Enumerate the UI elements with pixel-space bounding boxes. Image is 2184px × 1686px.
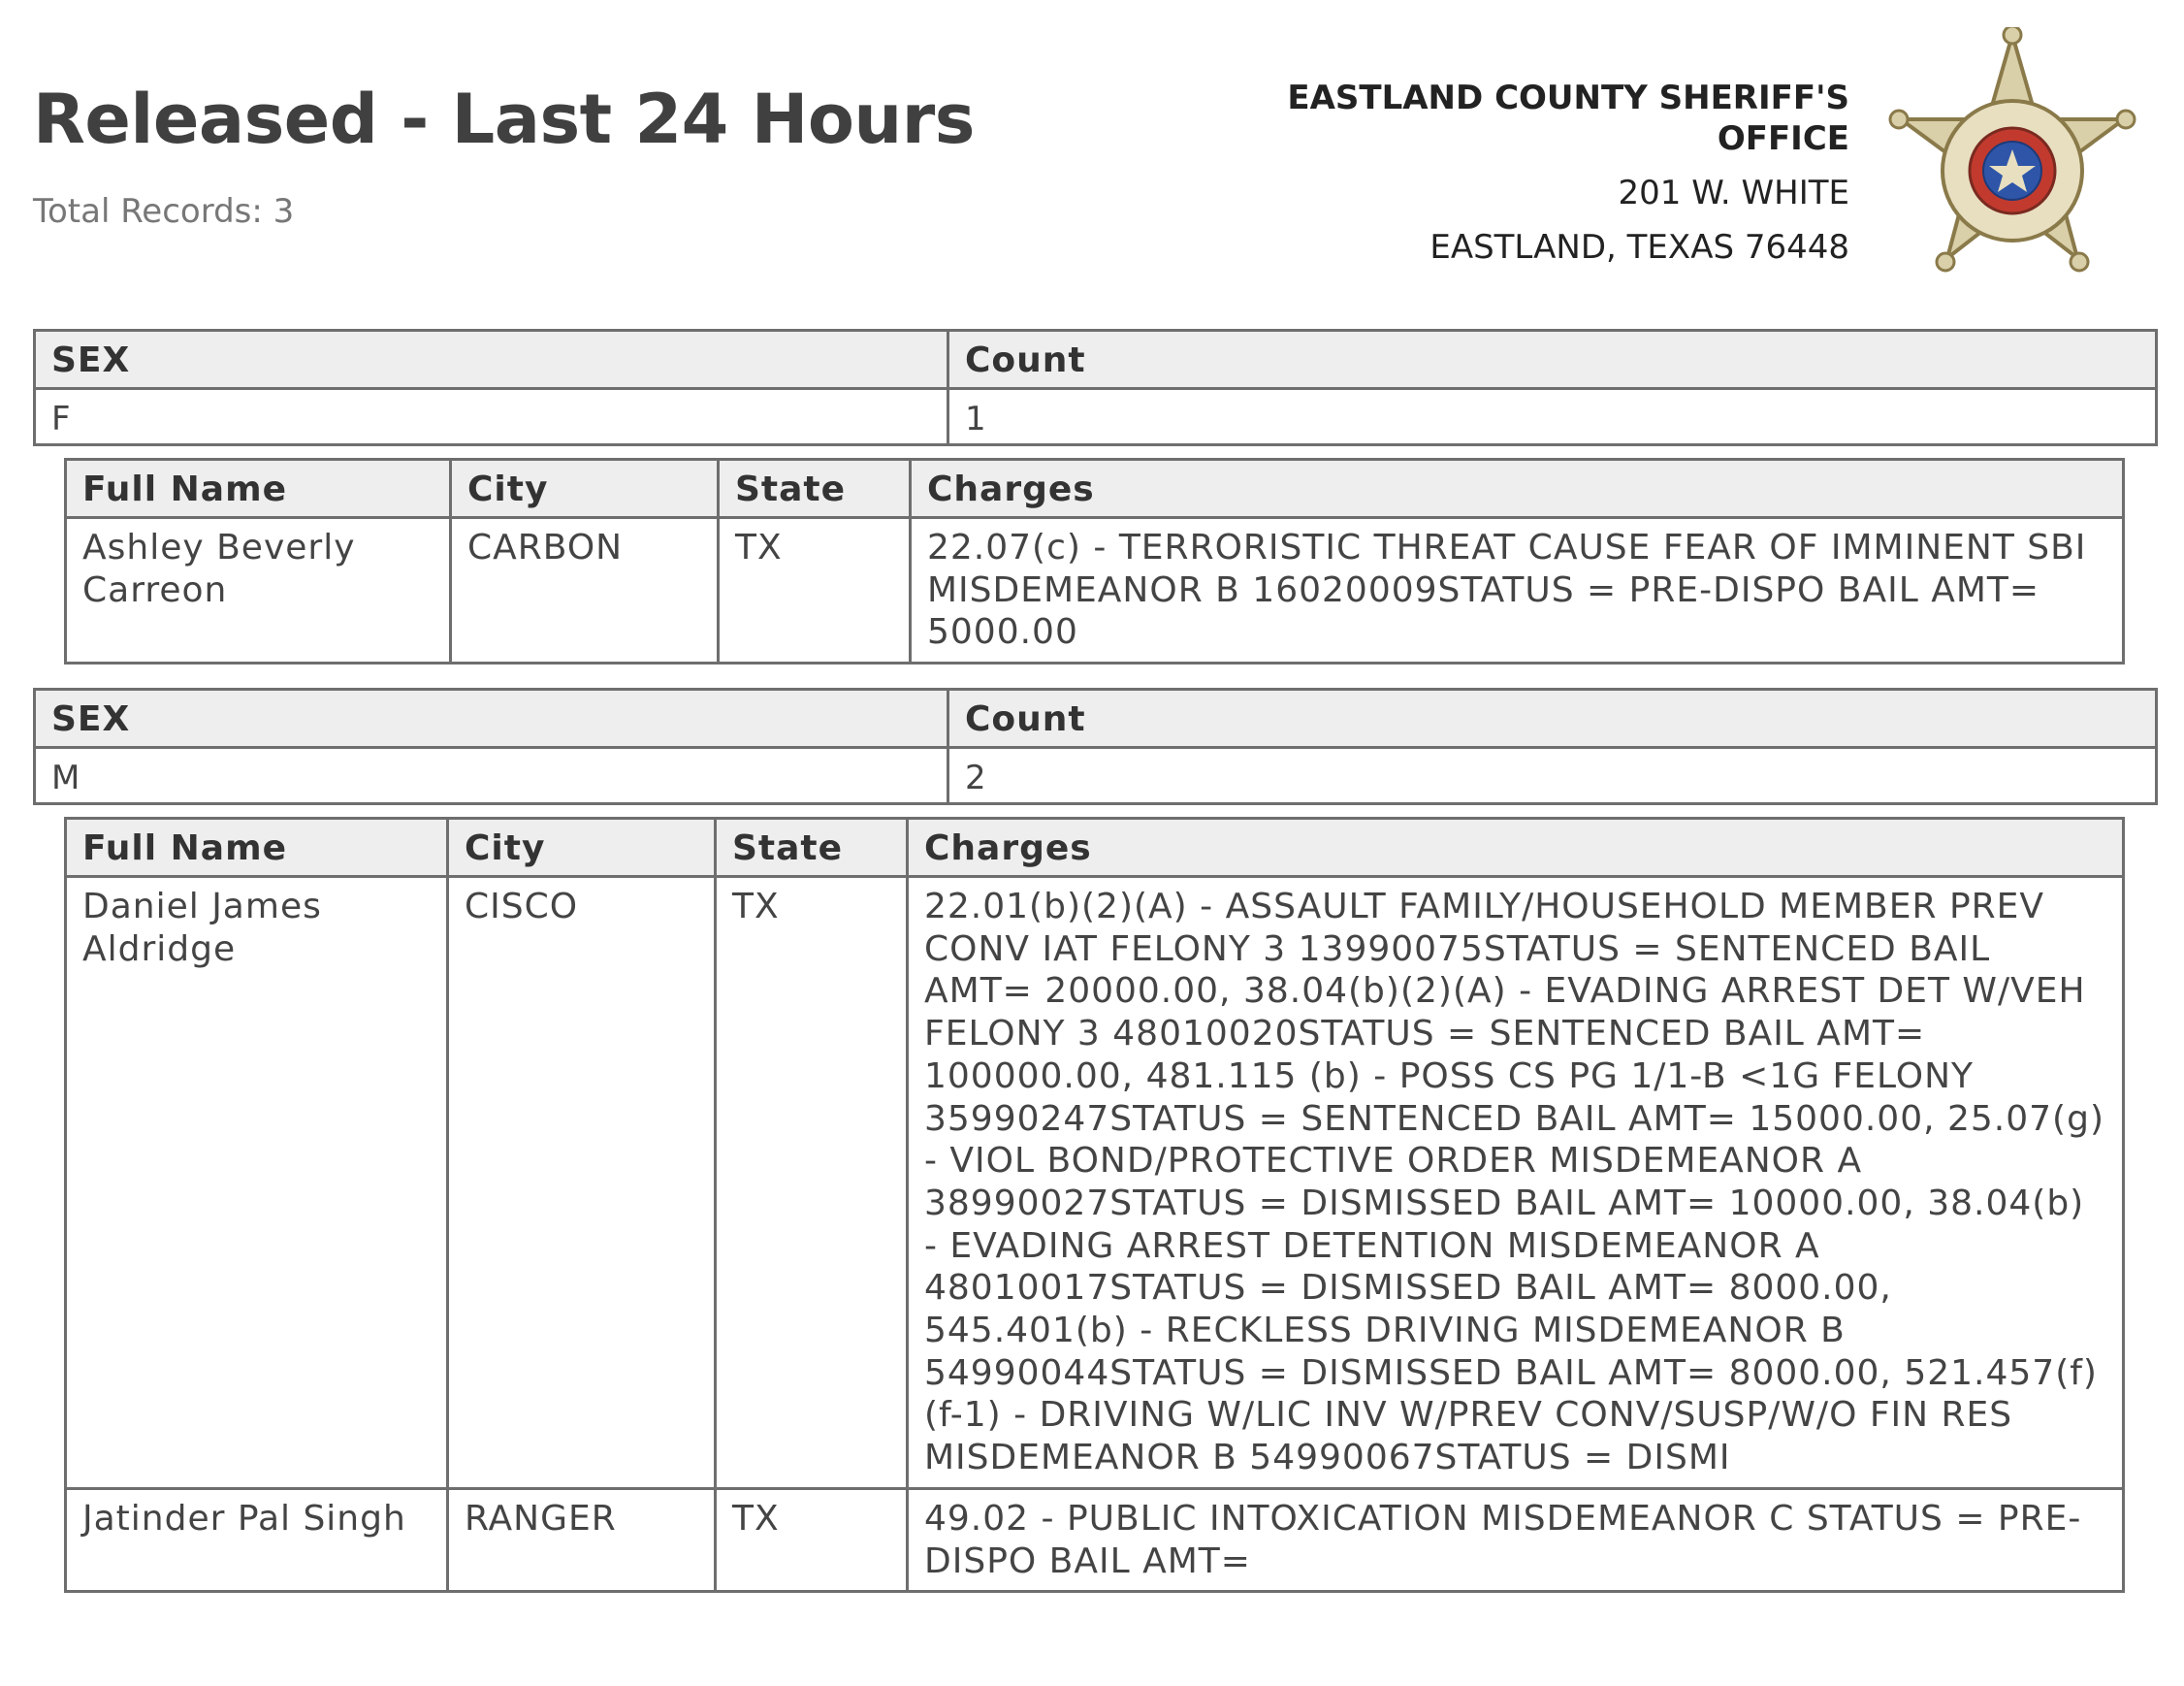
city-cell: CISCO [448,877,716,1489]
sex-column-header: SEX [35,331,948,389]
full-name-cell: Jatinder Pal Singh [66,1488,448,1591]
sex-group-header-row [35,331,2157,389]
total-records: Total Records: 3 [33,192,295,231]
city-column-header: City [448,819,716,877]
sex-group-row [35,748,2157,804]
records-header-row [66,819,2124,877]
table-row [66,1488,2124,1591]
agency-name-line1: EASTLAND COUNTY SHERIFF'S [1287,79,1849,117]
state-cell: TX [716,1488,908,1591]
state-column-header: State [719,460,911,518]
state-column-header: State [716,819,908,877]
charges-cell: 22.01(b)(2)(A) - ASSAULT FAMILY/HOUSEHOLD MEMBER PREV CONV IAT FELONY 3 13990075STATUS = SENTENCED BAIL AMT= 20000.00, 38.04(b)(2)(A) - EVADING ARREST DET W/VEH FELONY 3 48010020STATUS = SENTENCED BAIL AMT= 100000.00, 481.115 (b) - POSS CS PG 1/1-B <1G FELONY 35990247STATUS = SENTENCED BAIL AMT= 15000.00, 25.07(g) - VIOL BOND/PROTECTIVE ORDER MISDEMEANOR A 38990027STATUS = DISMISSED BAIL AMT= 10000.00, 38.04(b) - EVADING ARREST DETENTION MISDEMEANOR A 48010017STATUS = DISMISSED BAIL AMT= 8000.00, 545.401(b) - RECKLESS DRIVING MISDEMEANOR B 54990044STATUS = DISMISSED BAIL AMT= 8000.00, 521.457(f)(f-1) - DRIVING W/LIC INV W/PREV CONV/SUSP/W/O FIN RES MISDEMEANOR B 54990067STATUS = DISMI [908,877,2124,1489]
count-column-header: Count [948,690,2157,748]
sex-column-header: SEX [35,690,948,748]
table-row [66,518,2124,664]
table-row [66,877,2124,1489]
records-table [64,458,2125,665]
sex-group-header-row [35,690,2157,748]
charges-column-header: Charges [908,819,2124,877]
agency-address-line1: 201 W. WHITE [1618,174,1849,212]
full-name-cell: Daniel James Aldridge [66,877,448,1489]
agency-address-line2: EASTLAND, TEXAS 76448 [1429,228,1849,267]
full-name-column-header: Full Name [66,819,448,877]
charges-column-header: Charges [911,460,2124,518]
sheriff-star-badge-icon [1872,27,2153,299]
records-table [64,817,2125,1593]
full-name-column-header: Full Name [66,460,451,518]
full-name-cell: Ashley Beverly Carreon [66,518,451,664]
agency-name-line2: OFFICE [1717,119,1849,158]
state-cell: TX [716,877,908,1489]
charges-cell: 22.07(c) - TERRORISTIC THREAT CAUSE FEAR OF IMMINENT SBI MISDEMEANOR B 16020009STATUS = PRE-DISPO BAIL AMT= 5000.00 [911,518,2124,664]
sex-group-row [35,389,2157,445]
city-column-header: City [451,460,719,518]
page-title: Released - Last 24 Hours [33,80,975,159]
sex-group-table [33,688,2158,805]
count-value: 1 [948,389,2157,445]
charges-cell: 49.02 - PUBLIC INTOXICATION MISDEMEANOR C STATUS = PRE-DISPO BAIL AMT= [908,1488,2124,1591]
sex-group-table [33,329,2158,446]
count-value: 2 [948,748,2157,804]
sex-value: F [35,389,948,445]
sex-value: M [35,748,948,804]
count-column-header: Count [948,331,2157,389]
city-cell: RANGER [448,1488,716,1591]
city-cell: CARBON [451,518,719,664]
state-cell: TX [719,518,911,664]
records-header-row [66,460,2124,518]
agency-block [1151,78,1849,268]
